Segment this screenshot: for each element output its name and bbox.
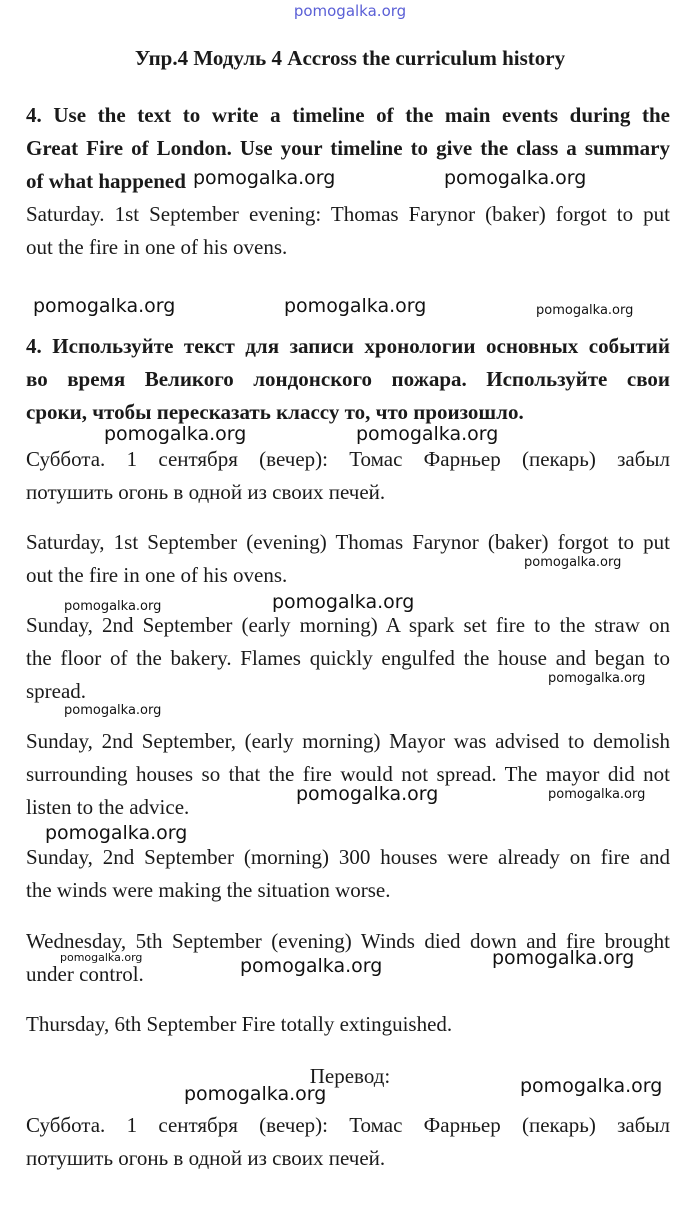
event-line: Wednesday, 5th September (evening) Winds died down and fire brought [26,929,670,953]
task-ru-line: сроки, чтобы пересказать классу то, что произошло. [26,400,524,424]
watermark: pomogalka.org [33,295,176,317]
watermark: pomogalka.org [64,703,162,718]
intro-en-line: Saturday. 1st September evening: Thomas Farynor (baker) forgot to put [26,202,670,226]
task-russian [26,330,670,429]
event-3 [26,725,670,824]
ru-para2-line: потушить огонь в одной из своих печей. [26,1146,386,1170]
task-en-line: of what happened [26,169,186,193]
task-ru-line: 4. Используйте текст для записи хронологии основных событий [26,334,670,358]
event-line: Sunday, 2nd September, (early morning) Mayor was advised to demolish [26,729,670,753]
watermark: pomogalka.org [356,423,499,445]
ru-para1-line: Суббота. 1 сентября (вечер): Томас Фарньер (пекарь) забыл [26,447,670,471]
intro-english [26,198,670,264]
event-line: listen to the advice. [26,795,190,819]
watermark: pomogalka.org [284,295,427,317]
event-line: out the fire in one of his ovens. [26,563,288,587]
watermark: pomogalka.org [520,1075,663,1097]
site-watermark-top: pomogalka.org [293,2,407,20]
watermark: pomogalka.org [272,591,415,613]
event-4 [26,841,670,907]
watermark: pomogalka.org [548,787,646,802]
task-ru-line: во время Великого лондонского пожара. Используйте свои [26,367,670,391]
watermark: pomogalka.org [104,423,247,445]
event-line: the floor of the bakery. Flames quickly engulfed the house and began to [26,646,670,670]
watermark: pomogalka.org [536,303,634,318]
event-line: Thursday, 6th September Fire totally extinguished. [26,1012,453,1036]
event-line: Sunday, 2nd September (morning) 300 houses were already on fire and [26,845,670,869]
event-line: surrounding houses so that the fire would not spread. The mayor did not [26,762,670,786]
ru-para2-line: Суббота. 1 сентября (вечер): Томас Фарньер (пекарь) забыл [26,1113,670,1137]
watermark: pomogalka.org [296,783,439,805]
event-line: under control. [26,962,144,986]
page-title: Упр.4 Модуль 4 Accross the curriculum history [134,46,566,70]
russian-paragraph-1 [26,443,670,509]
intro-en-line: out the fire in one of his ovens. [26,235,288,259]
watermark: pomogalka.org [184,1083,327,1105]
watermark: pomogalka.org [64,599,162,614]
event-2 [26,609,670,708]
task-en-line: 4. Use the text to write a timeline of the main events during the [26,103,670,127]
translation-heading: Перевод: [309,1064,391,1088]
watermark: pomogalka.org [548,671,646,686]
event-line: the winds were making the situation worse. [26,878,391,902]
ru-para1-line: потушить огонь в одной из своих печей. [26,480,386,504]
watermark: pomogalka.org [193,167,336,189]
event-line: spread. [26,679,87,703]
watermark: pomogalka.org [45,822,188,844]
watermark: pomogalka.org [444,167,587,189]
watermark: pomogalka.org [60,951,143,964]
russian-paragraph-2 [26,1109,670,1175]
event-6 [26,1008,670,1041]
task-en-line: Great Fire of London. Use your timeline to give the class a summary [26,136,670,160]
watermark: pomogalka.org [524,555,622,570]
event-line: Saturday, 1st September (evening) Thomas Farynor (baker) forgot to put [26,530,670,554]
watermark: pomogalka.org [492,947,635,969]
event-line: Sunday, 2nd September (early morning) A spark set fire to the straw on [26,613,670,637]
watermark: pomogalka.org [240,955,383,977]
